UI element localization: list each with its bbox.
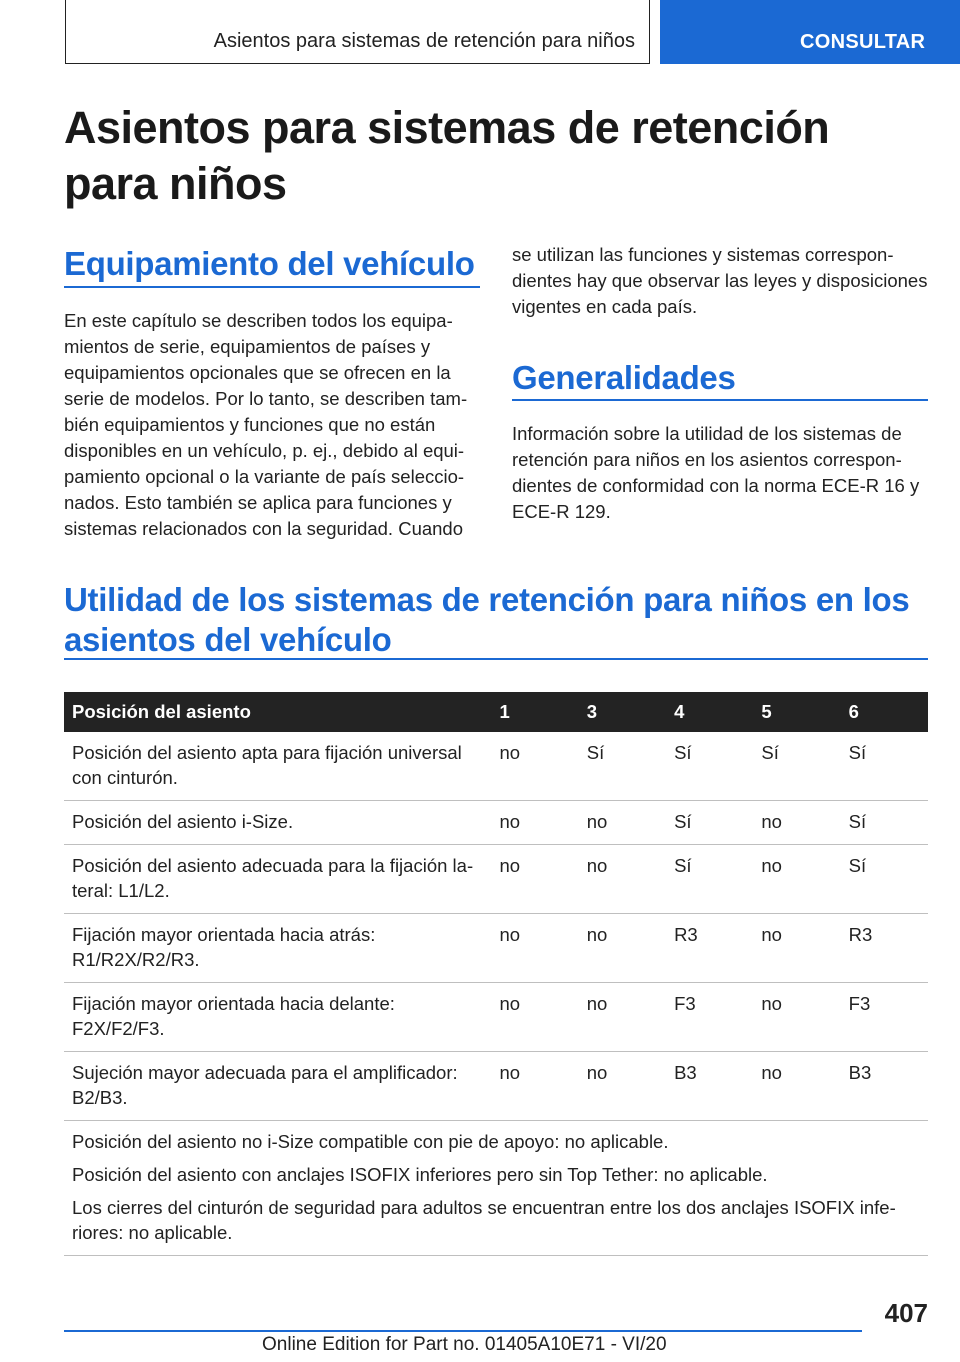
table-cell: no: [491, 983, 578, 1052]
table-cell: no: [753, 801, 840, 845]
equipment-heading-rule: [64, 286, 480, 288]
equipment-heading: Equipamiento del vehículo: [64, 245, 475, 282]
table-cell: B3: [666, 1052, 753, 1121]
table-cell: Sí: [841, 801, 928, 845]
table-row: [64, 983, 928, 1052]
table-cell: no: [753, 1052, 840, 1121]
equipment-text-right: se utilizan las funciones y sistemas correspondientes hay que observar las leyes y disposiciones vigentes en cada país.: [512, 244, 928, 317]
table-cell: no: [579, 845, 666, 914]
table-header-cell: 3: [579, 692, 666, 732]
table-note: Posición del asiento con anclajes ISOFIX inferiores pero sin Top Tether: no aplicable.: [72, 1164, 768, 1185]
table-cell: B3: [841, 1052, 928, 1121]
table-row: [64, 1052, 928, 1121]
table-cell: Sujeción mayor adecuada para el amplificador: B2/B3.: [64, 1052, 491, 1121]
table-cell: no: [579, 1052, 666, 1121]
table-header-cell: Posición del asiento: [64, 692, 491, 732]
table-cell: Sí: [841, 732, 928, 801]
table-cell: Posición del asiento i-Size.: [64, 801, 491, 845]
table-cell: Fijación mayor orientada hacia delante: F2X/F2/F3.: [64, 983, 491, 1052]
table-row: [64, 732, 928, 801]
table-cell: no: [491, 1052, 578, 1121]
table-cell: no: [491, 732, 578, 801]
general-heading-rule: [512, 399, 928, 401]
table-cell: no: [753, 983, 840, 1052]
footer-rule: [64, 1330, 862, 1332]
utility-heading-rule: [64, 658, 928, 660]
seat-suitability-table: [64, 692, 928, 1256]
footer-edition-text: Online Edition for Part no. 01405A10E71 - VI/20: [262, 1334, 667, 1355]
table-cell: Posición del asiento apta para fijación universal con cinturón.: [64, 732, 491, 801]
table-cell: Posición del asiento adecuada para la fijación lateral: L1/L2.: [64, 845, 491, 914]
table-note: Posición del asiento no i-Size compatible con pie de apoyo: no aplicable.: [72, 1131, 669, 1152]
table-row: [64, 914, 928, 983]
table-cell: no: [491, 914, 578, 983]
table-cell: no: [579, 983, 666, 1052]
table-cell: Sí: [666, 732, 753, 801]
table-cell: no: [753, 845, 840, 914]
table-cell: F3: [666, 983, 753, 1052]
consult-tab-label: CONSULTAR: [800, 31, 926, 53]
table-notes-row: [64, 1121, 928, 1256]
table-header-cell: 5: [753, 692, 840, 732]
table-cell: no: [491, 801, 578, 845]
table-cell: Sí: [579, 732, 666, 801]
table-cell: R3: [666, 914, 753, 983]
equipment-text-left: En este capítulo se describen todos los equipamientos de serie, equipamientos de países y equipamientos opcionales que se ofrecen en la serie de modelos. Por lo tanto, se describen también equipamientos y funciones que no están disponibles en un vehículo, p. ej., debido al equipamiento opcional o la variante de país seleccionados. Esto también se aplica para funciones y sistemas relacionados con la seguridad. Cuando: [64, 310, 468, 539]
table-header-cell: 6: [841, 692, 928, 732]
table-cell: Sí: [666, 845, 753, 914]
page-header: [0, 0, 960, 66]
table-cell: no: [491, 845, 578, 914]
table-header-cell: 4: [666, 692, 753, 732]
table-cell: no: [579, 914, 666, 983]
table-cell: no: [753, 914, 840, 983]
table-cell: Sí: [841, 845, 928, 914]
general-heading: Generalidades: [512, 359, 736, 396]
table-cell: R3: [841, 914, 928, 983]
page-title: Asientos para sistemas de retención para niños: [64, 102, 830, 209]
table-notes-cell: [64, 1121, 928, 1256]
table-cell: Sí: [666, 801, 753, 845]
table-cell: F3: [841, 983, 928, 1052]
table-row: [64, 801, 928, 845]
page-number: 407: [884, 1298, 928, 1328]
table-row: [64, 845, 928, 914]
table-cell: Sí: [753, 732, 840, 801]
table-header-row: [64, 692, 928, 732]
table-header-cell: 1: [491, 692, 578, 732]
general-text: Información sobre la utilidad de los sistemas de retención para niños en los asientos correspondientes de conformidad con la norma ECE-R 16 y ECE-R 129.: [512, 423, 920, 522]
table-cell: no: [579, 801, 666, 845]
table-note: Los cierres del cinturón de seguridad para adultos se encuentran entre los dos anclajes ISOFIX inferiores: no aplicable.: [72, 1197, 896, 1243]
header-section-title: Asientos para sistemas de retención para niños: [213, 30, 635, 52]
table-cell: Fijación mayor orientada hacia atrás: R1/R2X/R2/R3.: [64, 914, 491, 983]
utility-heading: Utilidad de los sistemas de retención para niños en los asientos del vehículo: [64, 581, 910, 658]
header-section-box: [65, 0, 650, 64]
consult-tab[interactable]: [660, 0, 960, 64]
